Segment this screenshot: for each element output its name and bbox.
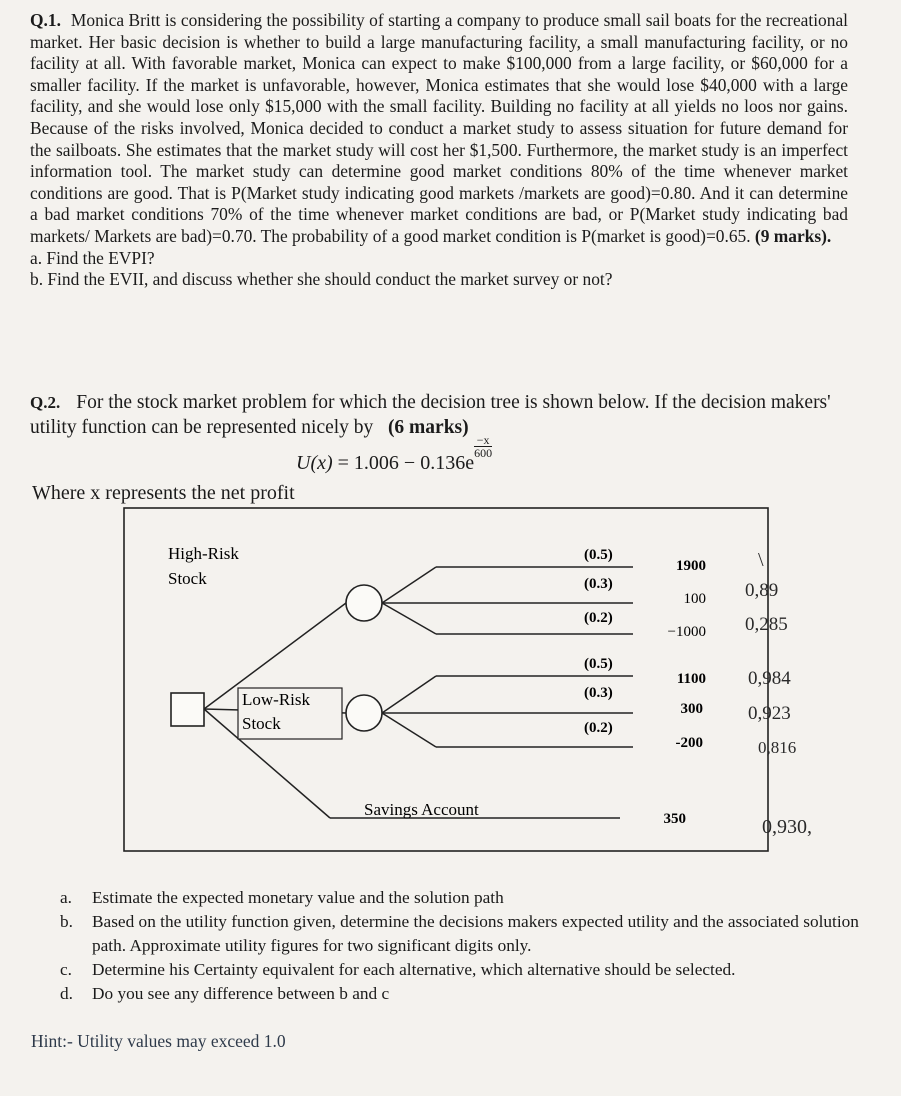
note-high-1: \ bbox=[758, 549, 764, 571]
note-high-3: 0,285 bbox=[745, 614, 788, 635]
part-text: Do you see any difference between b and c bbox=[92, 984, 390, 1003]
low-payoff-2: 300 bbox=[680, 701, 703, 717]
note-high-2: 0,89 bbox=[745, 580, 779, 601]
part-text: Determine his Certainty equivalent for each alternative, which alternative should be selected. bbox=[92, 960, 736, 979]
question-2-parts bbox=[60, 886, 860, 1006]
question-2-part-b bbox=[60, 910, 860, 958]
question-2-part-d bbox=[60, 982, 860, 1006]
low-prob-3: (0.2) bbox=[584, 720, 613, 736]
decision-node bbox=[171, 693, 204, 726]
note-savings: 0,930, bbox=[762, 816, 812, 838]
low-risk-label-line2: Stock bbox=[242, 714, 281, 733]
high-payoff-1: 1900 bbox=[676, 558, 706, 574]
note-low-1: 0,984 bbox=[748, 668, 791, 689]
savings-payoff: 350 bbox=[663, 811, 686, 827]
high-branch-3 bbox=[382, 603, 436, 634]
high-risk-label-line1: High-Risk bbox=[168, 544, 239, 563]
question-2-number: Q.2. bbox=[30, 393, 61, 412]
low-payoff-1: 1100 bbox=[676, 671, 706, 687]
high-prob-1: (0.5) bbox=[584, 547, 613, 563]
exponent-denominator: 600 bbox=[474, 446, 493, 460]
low-branch-1 bbox=[382, 676, 436, 713]
part-letter: a. bbox=[60, 888, 72, 907]
where-note: Where x represents the net profit bbox=[32, 482, 295, 504]
part-text: Based on the utility function given, determine the decisions makers expected utility and the associated solution path. Approximate utility figures for two significant digits only. bbox=[92, 912, 859, 955]
chance-node-low-risk bbox=[346, 695, 382, 731]
formula-lhs: U(x) bbox=[296, 452, 333, 474]
high-payoff-3: −1000 bbox=[667, 624, 706, 640]
question-1-part-b: b. Find the EVII, and discuss whether she should conduct the market survey or not? bbox=[30, 269, 613, 290]
high-risk-label-line2: Stock bbox=[168, 569, 207, 588]
question-1-marks: (9 marks). bbox=[754, 225, 832, 246]
note-low-2: 0,923 bbox=[748, 703, 791, 724]
low-prob-1: (0.5) bbox=[584, 656, 613, 672]
question-1-number: Q.1. bbox=[30, 10, 61, 30]
part-letter: c. bbox=[60, 960, 72, 979]
part-letter: b. bbox=[60, 912, 73, 931]
high-branch-1 bbox=[382, 567, 436, 603]
question-2-part-c bbox=[60, 958, 860, 982]
exponent-numerator: −x bbox=[474, 434, 492, 447]
low-branch-3 bbox=[382, 713, 436, 747]
chance-node-high-risk bbox=[346, 585, 382, 621]
question-1-body: Monica Britt is considering the possibility of starting a company to produce small sail boats for the recreational market. Her basic decision is whether to build a large manufacturing facility, a small manufacturing facility, or no facility at all. With favorable market, Monica can expect to make $100,000 from a large facility, or $60,000 for a smaller facility. If the market is unfavorable, however, Monica estimates that she would lose $40,000 with a large facility, and she would lose only $15,000 with the small facility. Building no facility at all yields no loos nor gains. Because of the risks involved, Monica decided to conduct a market study to assess situation for future demand for the sailboats. She estimates that the market study will cost her $1,500. Furthermore, the market study is an imperfect information tool. The market study can determine good market conditions 80% of the time whenever market conditions are good. That is P(Market study indicating good markets /markets are good)=0.80. And it can determine a bad market conditions 70% of the time whenever market conditions are bad, or P(Market study indicating bad markets/ Markets are bad)=0.70. The probability of a good market condition is P(market is good)=0.65. bbox=[30, 10, 848, 246]
high-prob-2: (0.3) bbox=[584, 576, 613, 592]
part-text: Estimate the expected monetary value and the solution path bbox=[92, 888, 504, 907]
hint-note: Hint:- Utility values may exceed 1.0 bbox=[31, 1031, 286, 1051]
low-payoff-3: -200 bbox=[675, 735, 703, 751]
high-payoff-2: 100 bbox=[683, 591, 706, 607]
low-prob-2: (0.3) bbox=[584, 685, 613, 701]
formula-rhs: = 1.006 − 0.136e bbox=[337, 452, 475, 474]
question-2-part-a bbox=[60, 886, 860, 910]
question-2-intro-text: For the stock market problem for which the decision tree is shown below. If the decision makers' utility function can be represented nicely by bbox=[30, 392, 831, 438]
question-2-marks: (6 marks) bbox=[387, 417, 469, 438]
low-risk-label-line1: Low-Risk bbox=[242, 690, 310, 709]
savings-label: Savings Account bbox=[364, 800, 479, 819]
note-low-3: 0,816 bbox=[758, 738, 797, 757]
part-letter: d. bbox=[60, 984, 73, 1003]
question-1-part-a: a. Find the EVPI? bbox=[30, 247, 155, 268]
high-prob-3: (0.2) bbox=[584, 610, 613, 626]
